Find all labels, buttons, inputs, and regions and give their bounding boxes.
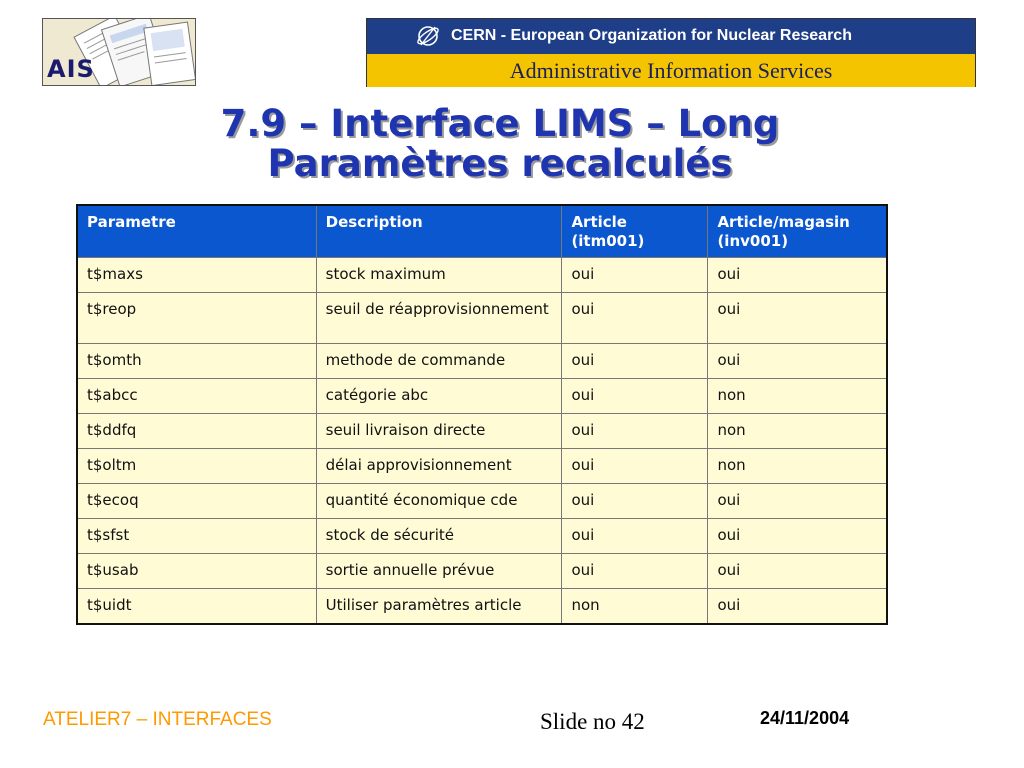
ais-logo — [42, 18, 196, 86]
cell-article: oui — [562, 519, 708, 554]
cell-article-magasin: oui — [708, 519, 887, 554]
cell-description: délai approvisionnement — [316, 449, 562, 484]
cell-description: stock maximum — [316, 258, 562, 293]
cell-parametre: t$reop — [77, 293, 316, 344]
cell-description: Utiliser paramètres article — [316, 589, 562, 625]
cell-article-magasin: oui — [708, 344, 887, 379]
header-description: Description — [316, 205, 562, 258]
table-row — [77, 589, 887, 625]
cell-parametre: t$ecoq — [77, 484, 316, 519]
cell-parametre: t$omth — [77, 344, 316, 379]
banner-top — [367, 19, 975, 53]
banner-bottom — [367, 53, 975, 87]
cell-parametre: t$abcc — [77, 379, 316, 414]
cell-article-magasin: oui — [708, 554, 887, 589]
table-row — [77, 554, 887, 589]
banner-subtitle: Administrative Information Services — [509, 57, 833, 83]
cell-article-magasin: oui — [708, 484, 887, 519]
cell-article: oui — [562, 414, 708, 449]
table-row — [77, 344, 887, 379]
footer-workshop-label: ATELIER7 – INTERFACES — [43, 709, 272, 730]
cell-description: stock de sécurité — [316, 519, 562, 554]
cell-article-magasin: oui — [708, 258, 887, 293]
slide-title-line-1: 7.9 – Interface LIMS – Long — [220, 102, 780, 145]
cell-description: seuil livraison directe — [316, 414, 562, 449]
table-row — [77, 293, 887, 344]
cell-parametre: t$sfst — [77, 519, 316, 554]
table-row — [77, 519, 887, 554]
banner-title: CERN - European Organization for Nuclear Research — [451, 27, 852, 44]
cell-description: methode de commande — [316, 344, 562, 379]
cell-article: oui — [562, 449, 708, 484]
table-row — [77, 414, 887, 449]
table-row — [77, 484, 887, 519]
cell-article: oui — [562, 484, 708, 519]
header-article-magasin: Article/magasin (inv001) — [708, 205, 887, 258]
cell-article: oui — [562, 258, 708, 293]
table-header-row — [77, 205, 887, 258]
footer-date: 24/11/2004 — [760, 708, 850, 728]
logo-text: AIS — [47, 55, 95, 83]
cern-banner — [366, 18, 976, 87]
cell-article: oui — [562, 554, 708, 589]
cell-article-magasin: oui — [708, 293, 887, 344]
cell-article-magasin: non — [708, 379, 887, 414]
cell-parametre: t$oltm — [77, 449, 316, 484]
header-article: Article (itm001) — [562, 205, 708, 258]
table-row — [77, 258, 887, 293]
cell-description: seuil de réapprovisionnement — [316, 293, 562, 344]
slide-title-line-2: Paramètres recalculés — [267, 142, 733, 185]
cell-article-magasin: non — [708, 414, 887, 449]
table-row — [77, 449, 887, 484]
cern-atom-icon — [415, 23, 441, 49]
cell-article-magasin: oui — [708, 589, 887, 625]
cell-description: catégorie abc — [316, 379, 562, 414]
cell-description: sortie annuelle prévue — [316, 554, 562, 589]
cell-parametre: t$ddfq — [77, 414, 316, 449]
cell-description: quantité économique cde — [316, 484, 562, 519]
table-row — [77, 379, 887, 414]
slide-title — [0, 104, 1000, 184]
cell-parametre: t$usab — [77, 554, 316, 589]
cell-parametre: t$uidt — [77, 589, 316, 625]
cell-article-magasin: non — [708, 449, 887, 484]
cell-article: oui — [562, 344, 708, 379]
footer-slide-number: Slide no 42 — [540, 709, 645, 734]
cell-parametre: t$maxs — [77, 258, 316, 293]
parameter-table — [76, 204, 888, 625]
cell-article: non — [562, 589, 708, 625]
header-parametre: Parametre — [77, 205, 316, 258]
cell-article: oui — [562, 293, 708, 344]
cell-article: oui — [562, 379, 708, 414]
